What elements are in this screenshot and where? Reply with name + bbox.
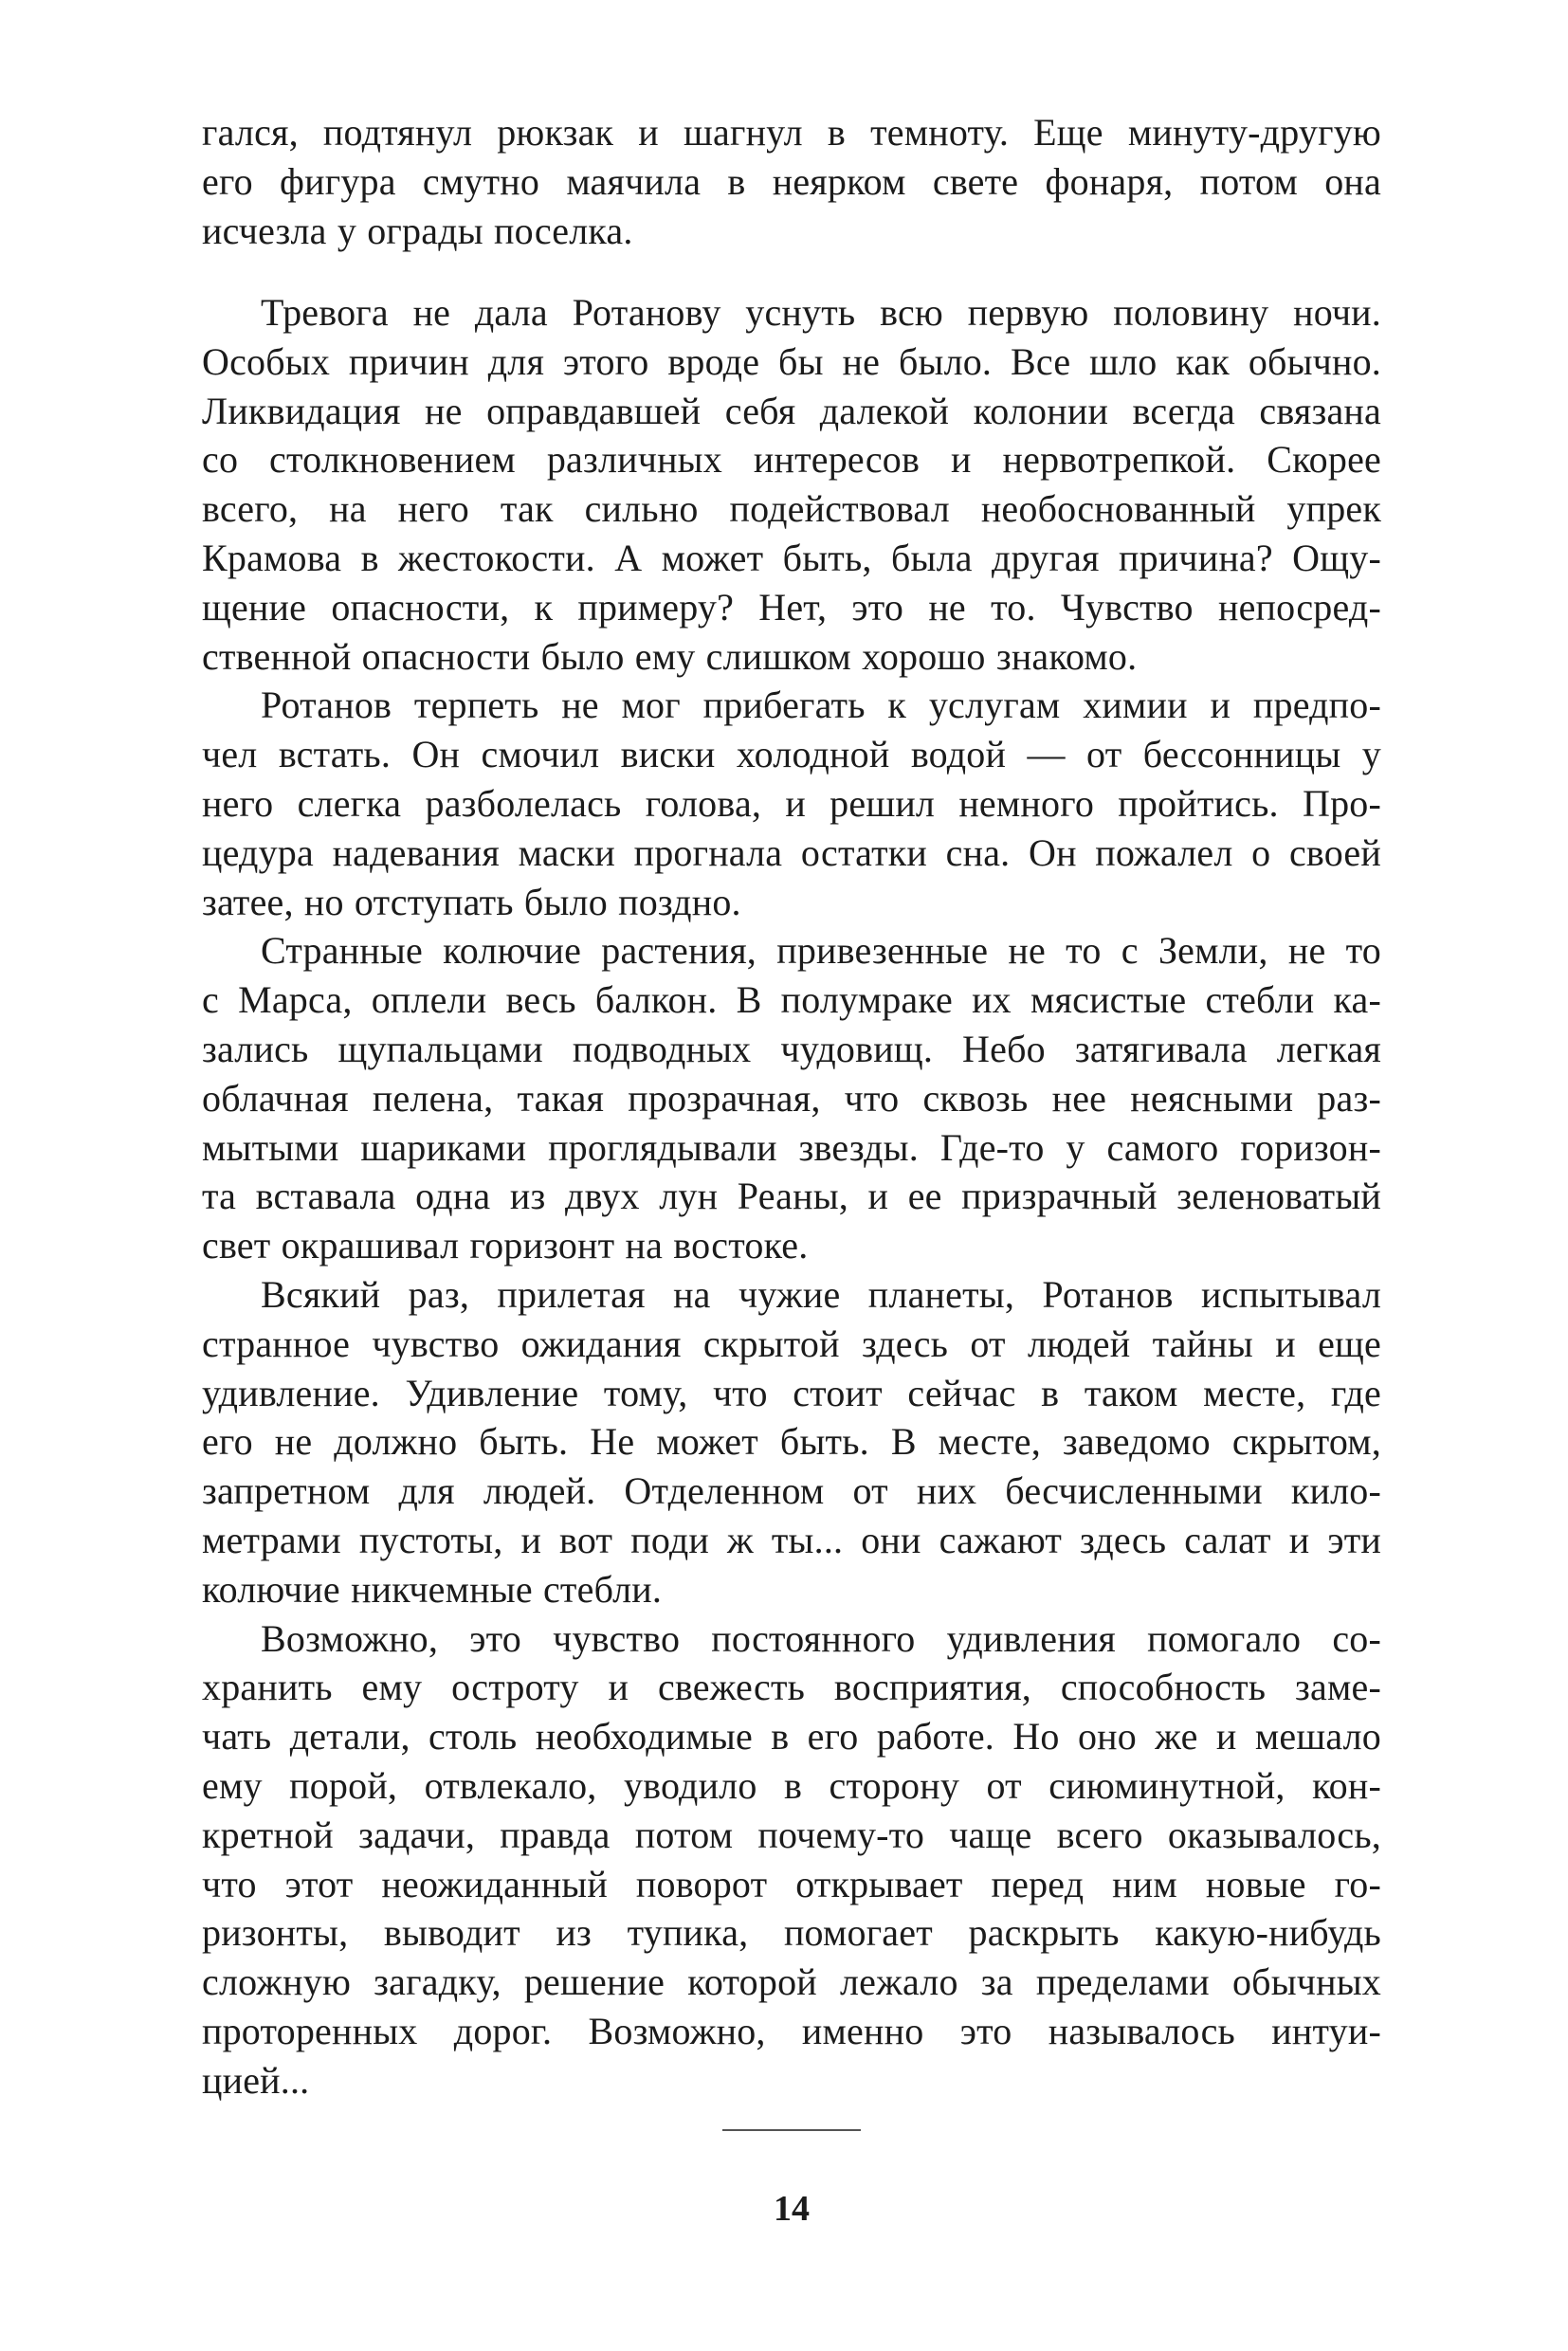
- page-number: 14: [774, 2189, 810, 2229]
- text-line: всего, на него так сильно подействовал необоснованный упрек: [202, 487, 1381, 531]
- text-line: мытыми шариками проглядывали звезды. Где-то у самого горизон-: [202, 1125, 1381, 1169]
- text-line: него слегка разболелась голова, и решил немного пройтись. Про-: [202, 781, 1381, 825]
- text-line: ему порой, отвлекало, уводило в сторону от сиюминутной, кон-: [202, 1763, 1381, 1807]
- footer-divider: [722, 2129, 861, 2131]
- text-line: странное чувство ожидания скрытой здесь от людей тайны и еще: [202, 1321, 1381, 1365]
- paragraph-3: [202, 926, 1381, 1270]
- text-line: хранить ему остроту и свежесть восприятия, способность заме-: [202, 1666, 1381, 1709]
- text-line: запретном для людей. Отделенном от них бесчисленными кило-: [202, 1469, 1381, 1513]
- text-line: что этот неожиданный поворот открывает перед ним новые го-: [202, 1862, 1381, 1905]
- text-line: его не должно быть. Не может быть. В месте, заведомо скрытом,: [202, 1420, 1381, 1464]
- continuation-text: [202, 108, 1381, 255]
- text-line: сложную загадку, решение которой лежало за пределами обычных: [202, 1960, 1381, 2004]
- text-line: метрами пустоты, и вот поди ж ты... они сажают здесь салат и эти: [202, 1518, 1381, 1561]
- paragraph-1: [202, 288, 1381, 681]
- text-line: Тревога не дала Ротанову уснуть всю первую половину ночи.: [261, 291, 1381, 334]
- text-line: та вставала одна из двух лун Реаны, и ее призрачный зеленоватый: [202, 1175, 1381, 1218]
- text-line: гался, подтянул рюкзак и шагнул в темноту. Еще минуту-другую: [202, 111, 1381, 154]
- text-line: Всякий раз, прилетая на чужие планеты, Ротанов испытывал: [261, 1272, 1381, 1316]
- text-line: кретной задачи, правда потом почему-то чаще всего оказывалось,: [202, 1813, 1381, 1856]
- text-line: Возможно, это чувство постоянного удивления помогало со-: [261, 1616, 1381, 1660]
- text-line: облачная пелена, такая прозрачная, что сквозь нее неясными раз-: [202, 1076, 1381, 1120]
- text-line: его фигура смутно маячила в неярком свете фонаря, потом она: [202, 159, 1381, 203]
- paragraph-2: [202, 681, 1381, 926]
- text-line: колючие никчемные стебли.: [202, 1567, 663, 1611]
- text-line: ственной опасности было ему слишком хорошо знакомо.: [202, 634, 1138, 678]
- text-line: удивление. Удивление тому, что стоит сейчас в таком месте, где: [202, 1371, 1381, 1414]
- text-line: зались щупальцами подводных чудовищ. Небо затягивала легкая: [202, 1027, 1381, 1070]
- text-line: щение опасности, к примеру? Нет, это не то. Чувство непосред-: [202, 585, 1381, 629]
- text-line: исчезла у ограды поселка.: [202, 209, 633, 252]
- continued-paragraph: [202, 108, 1381, 255]
- text-line: с Марса, оплели весь балкон. В полумраке их мясистые стебли ка-: [202, 978, 1381, 1022]
- text-line: проторенных дорог. Возможно, именно это называлось интуи-: [202, 2009, 1381, 2052]
- text-line: Ротанов терпеть не мог прибегать к услугам химии и предпо-: [261, 683, 1381, 727]
- text-line: Особых причин для этого вроде бы не было. Все шло как обычно.: [202, 339, 1381, 383]
- text-line: цедура надевания маски прогнала остатки сна. Он пожалел о своей: [202, 830, 1381, 874]
- text-line: чать детали, столь необходимые в его работе. Но оно же и мешало: [202, 1715, 1381, 1759]
- text-line: Странные колючие растения, привезенные не то с Земли, не то: [261, 929, 1381, 973]
- text-line: свет окрашивал горизонт на востоке.: [202, 1224, 809, 1267]
- text-line: затее, но отступать было поздно.: [202, 880, 741, 923]
- text-line: Ликвидация не оправдавшей себя далекой колонии всегда связана: [202, 389, 1381, 432]
- text-line: цией...: [202, 2058, 310, 2102]
- text-line: ризонты, выводит из тупика, помогает раскрыть какую-нибудь: [202, 1911, 1381, 1955]
- text-line: со столкновением различных интересов и нервотрепкой. Скорее: [202, 438, 1381, 482]
- body-text: [202, 288, 1381, 2105]
- text-line: Крамова в жестокости. А может быть, была другая причина? Ощу-: [202, 536, 1381, 579]
- paragraph-5: [202, 1614, 1381, 2105]
- paragraph-4: [202, 1270, 1381, 1614]
- text-line: чел встать. Он смочил виски холодной водой — от бессонницы у: [202, 733, 1381, 776]
